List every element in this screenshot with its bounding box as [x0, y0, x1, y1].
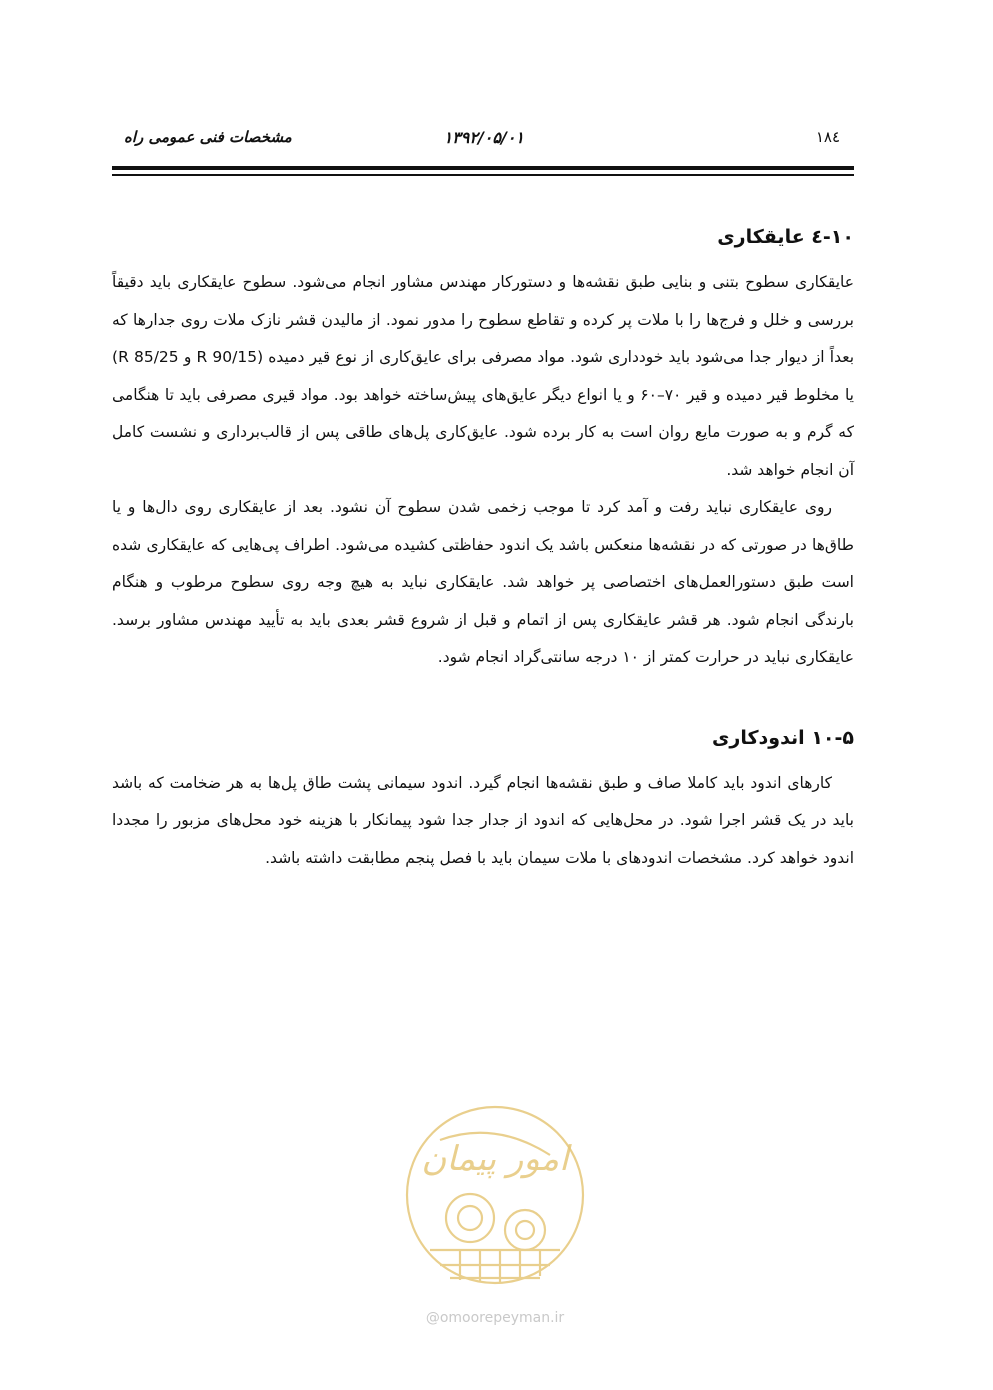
- page-content: [112, 210, 854, 877]
- paragraph: روی عایقکاری نباید رفت و آمد کرد تا موجب زخمی شدن سطوح آن نشود. بعد از عایقکاری روی دال‌ها و یا طاق‌ها در صورتی که در نقشه‌ها منعکس باشد یک اندود حفاظتی کشیده می‌شود. اطراف پی‌هایی که عایقکاری شده است طبق دستورالعمل‌های اختصاصی پر خواهد شد. عایقکاری نباید به هیچ وجه روی سطوح مرطوب و هنگام بارندگی انجام شود. هر قشر عایقکاری پس از اتمام و قبل از شروع قشر بعدی باید به تأیید مهندس مشاور برسد. عایقکاری نباید در حرارت کمتر از ۱۰ درجه سانتی‌گراد انجام شود.: [112, 498, 854, 666]
- paragraph: عایقکاری سطوح بتنی و بنایی طبق نقشه‌ها و دستورکار مهندس مشاور انجام می‌شود. سطوح عایقکاری باید دقیقاً بررسی و خلل و فرج‌ها را با ملات پر کرده و تقاطع سطوح را مدور نمود. از مالیدن قشر نازک ملات روی جدارها که بعداً از دیوار جدا می‌شود باید خودداری شود. مواد مصرفی برای عایق‌کاری از نوع قیر دمیده (R 90/15 و R 85/25) یا مخلوط قیر دمیده و قیر ۷۰–۶۰ و یا انواع دیگر عایق‌های پیش‌ساخته خواهد بود. مواد قیری مصرفی باید تا هنگامی که گرم و به صورت مایع روان است به کار برده شود. عایق‌کاری پل‌های طاقی پس از قالب‌برداری و نشست کامل آن انجام خواهد شد.: [112, 273, 855, 479]
- section-heading-insulation: ۱۰-٤ عایقکاری: [717, 226, 854, 248]
- watermark: [400, 1100, 590, 1330]
- header-date: ۱۳۹۲/۰۵/۰۱: [443, 128, 524, 147]
- header-rule-thick: [112, 166, 854, 170]
- page-header: [112, 128, 854, 152]
- section-heading-plastering: ۱۰-۵ اندودکاری: [711, 726, 854, 749]
- paragraph: کارهای اندود باید کاملا صاف و طبق نقشه‌ها انجام گیرد. اندود سیمانی پشت طاق پل‌ها به هر ضخامت که باشد باید در یک قشر اجرا شود. در محل‌هایی که اندود از جدار جدا شود پیمانکار با هزینه خود محل‌های مزبور را مجددا اندود خواهد کرد. مشخصات اندودهای با ملات سیمان باید با فصل پنجم مطابقت داشته باشد.: [112, 773, 854, 867]
- header-rule-thin: [112, 174, 854, 176]
- page-number: ۱۸٤: [815, 128, 840, 146]
- watermark-logo-text: امور پیمان: [421, 1139, 569, 1179]
- watermark-caption: @omoorepeyman.ir: [425, 1310, 565, 1326]
- header-title: مشخصات فنی عمومی راه: [124, 128, 292, 146]
- watermark-logo: [400, 1100, 590, 1330]
